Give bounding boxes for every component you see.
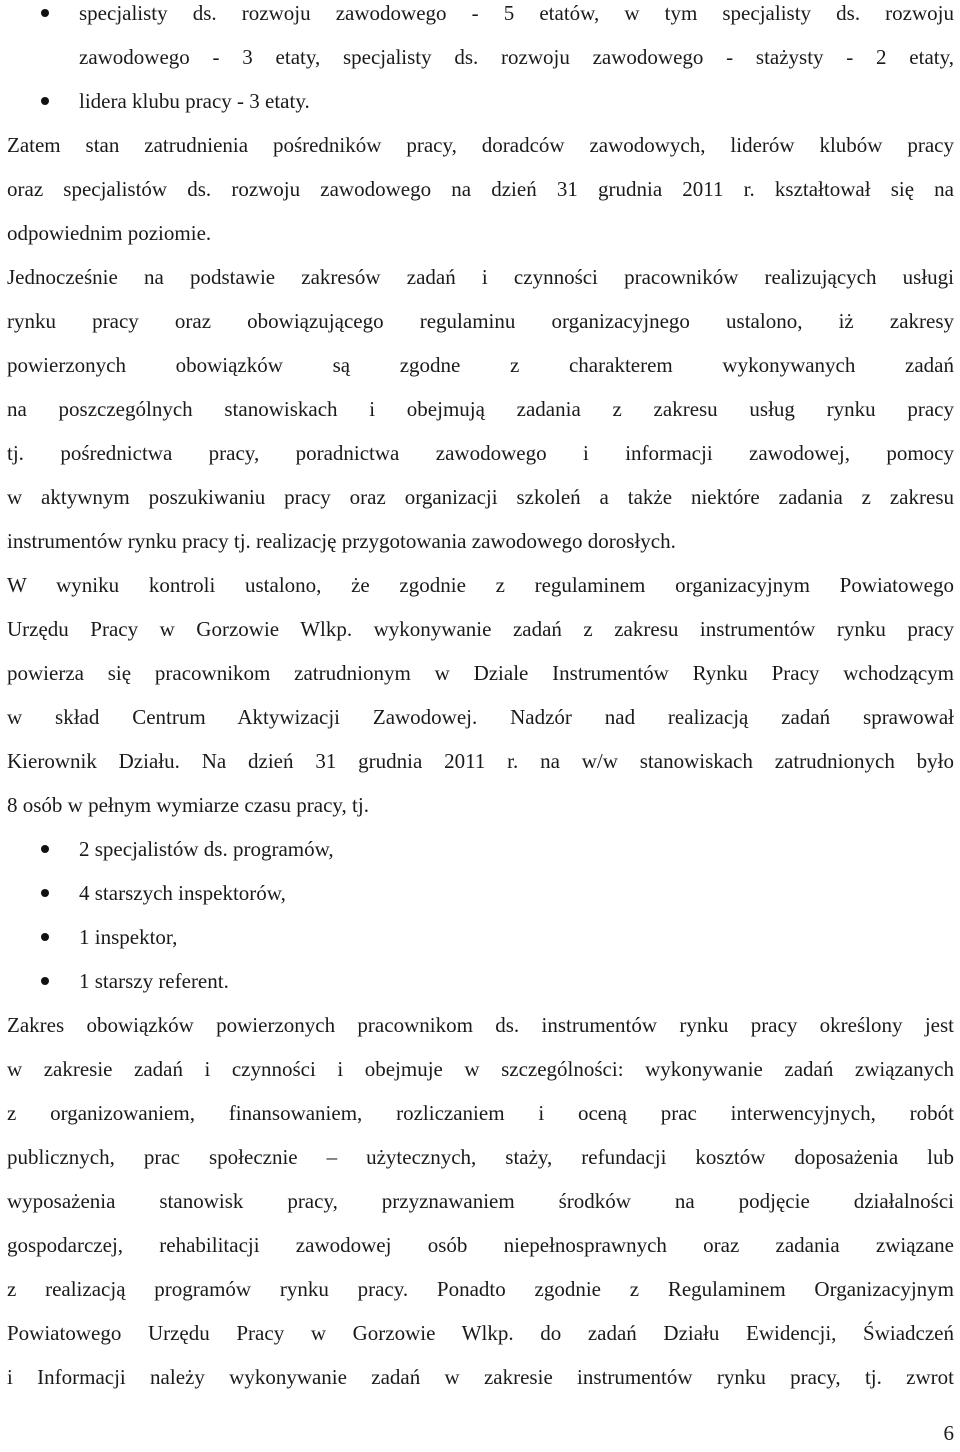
paragraph-line: 8 osób w pełnym wymiarze czasu pracy, tj. <box>7 793 369 817</box>
list-item-line: zawodowego - 3 etaty, specjalisty ds. rozwoju zawodowego - stażysty - 2 etaty, <box>79 45 954 69</box>
bullet-icon <box>41 845 49 853</box>
list-item-line: specjalisty ds. rozwoju zawodowego - 5 etatów, w tym specjalisty ds. rozwoju <box>79 1 954 25</box>
bullet-icon <box>41 9 49 17</box>
paragraph-line: w aktywnym poszukiwaniu pracy oraz organizacji szkoleń a także niektóre zadania z zakresu <box>7 485 954 509</box>
paragraph-line: na poszczególnych stanowiskach i obejmują zadania z zakresu usług rynku pracy <box>7 397 954 421</box>
bullet-icon <box>41 933 49 941</box>
paragraph-line: Zakres obowiązków powierzonych pracownikom ds. instrumentów rynku pracy określony jest <box>7 1013 954 1037</box>
bullet-icon <box>41 889 49 897</box>
list-item: 1 inspektor, <box>79 925 178 949</box>
paragraph-line: W wyniku kontroli ustalono, że zgodnie z regulaminem organizacyjnym Powiatowego <box>7 573 954 597</box>
paragraph-line: wyposażenia stanowisk pracy, przyznawaniem środków na podjęcie działalności <box>7 1189 954 1213</box>
bullet-icon <box>41 97 49 105</box>
paragraph-line: oraz specjalistów ds. rozwoju zawodowego na dzień 31 grudnia 2011 r. kształtował się na <box>7 177 954 201</box>
bullet-icon <box>41 977 49 985</box>
paragraph-line: odpowiednim poziomie. <box>7 221 212 245</box>
paragraph-line: tj. pośrednictwa pracy, poradnictwa zawodowego i informacji zawodowej, pomocy <box>7 441 954 465</box>
paragraph-line: powierza się pracownikom zatrudnionym w Dziale Instrumentów Rynku Pracy wchodzącym <box>7 661 954 685</box>
paragraph-line: i Informacji należy wykonywanie zadań w zakresie instrumentów rynku pracy, tj. zwrot <box>7 1365 954 1389</box>
paragraph-line: Powiatowego Urzędu Pracy w Gorzowie Wlkp. do zadań Działu Ewidencji, Świadczeń <box>7 1321 954 1345</box>
list-item: 4 starszych inspektorów, <box>79 881 286 905</box>
paragraph-line: Urzędu Pracy w Gorzowie Wlkp. wykonywanie zadań z zakresu instrumentów rynku pracy <box>7 617 954 641</box>
list-item: 1 starszy referent. <box>79 969 229 993</box>
page-number: 6 <box>943 1421 954 1445</box>
paragraph-line: rynku pracy oraz obowiązującego regulaminu organizacyjnego ustalono, iż zakresy <box>7 309 954 333</box>
paragraph-line: Zatem stan zatrudnienia pośredników pracy, doradców zawodowych, liderów klubów pracy <box>7 133 954 157</box>
paragraph-line: publicznych, prac społecznie – użytecznych, staży, refundacji kosztów doposażenia lub <box>7 1145 954 1169</box>
list-item: 2 specjalistów ds. programów, <box>79 837 334 861</box>
list-item-line: lidera klubu pracy - 3 etaty. <box>79 89 310 113</box>
paragraph-line: z organizowaniem, finansowaniem, rozliczaniem i oceną prac interwencyjnych, robót <box>7 1101 954 1125</box>
paragraph-line: w skład Centrum Aktywizacji Zawodowej. Nadzór nad realizacją zadań sprawował <box>7 705 954 729</box>
paragraph-line: Jednocześnie na podstawie zakresów zadań i czynności pracowników realizujących usługi <box>7 265 954 289</box>
paragraph-line: gospodarczej, rehabilitacji zawodowej osób niepełnosprawnych oraz zadania związane <box>7 1233 954 1257</box>
paragraph-line: instrumentów rynku pracy tj. realizację przygotowania zawodowego dorosłych. <box>7 529 676 553</box>
paragraph-line: Kierownik Działu. Na dzień 31 grudnia 2011 r. na w/w stanowiskach zatrudnionych było <box>7 749 954 773</box>
paragraph-line: w zakresie zadań i czynności i obejmuje w szczególności: wykonywanie zadań związanych <box>7 1057 954 1081</box>
paragraph-line: z realizacją programów rynku pracy. Ponadto zgodnie z Regulaminem Organizacyjnym <box>7 1277 954 1301</box>
paragraph-line: powierzonych obowiązków są zgodne z charakterem wykonywanych zadań <box>7 353 954 377</box>
